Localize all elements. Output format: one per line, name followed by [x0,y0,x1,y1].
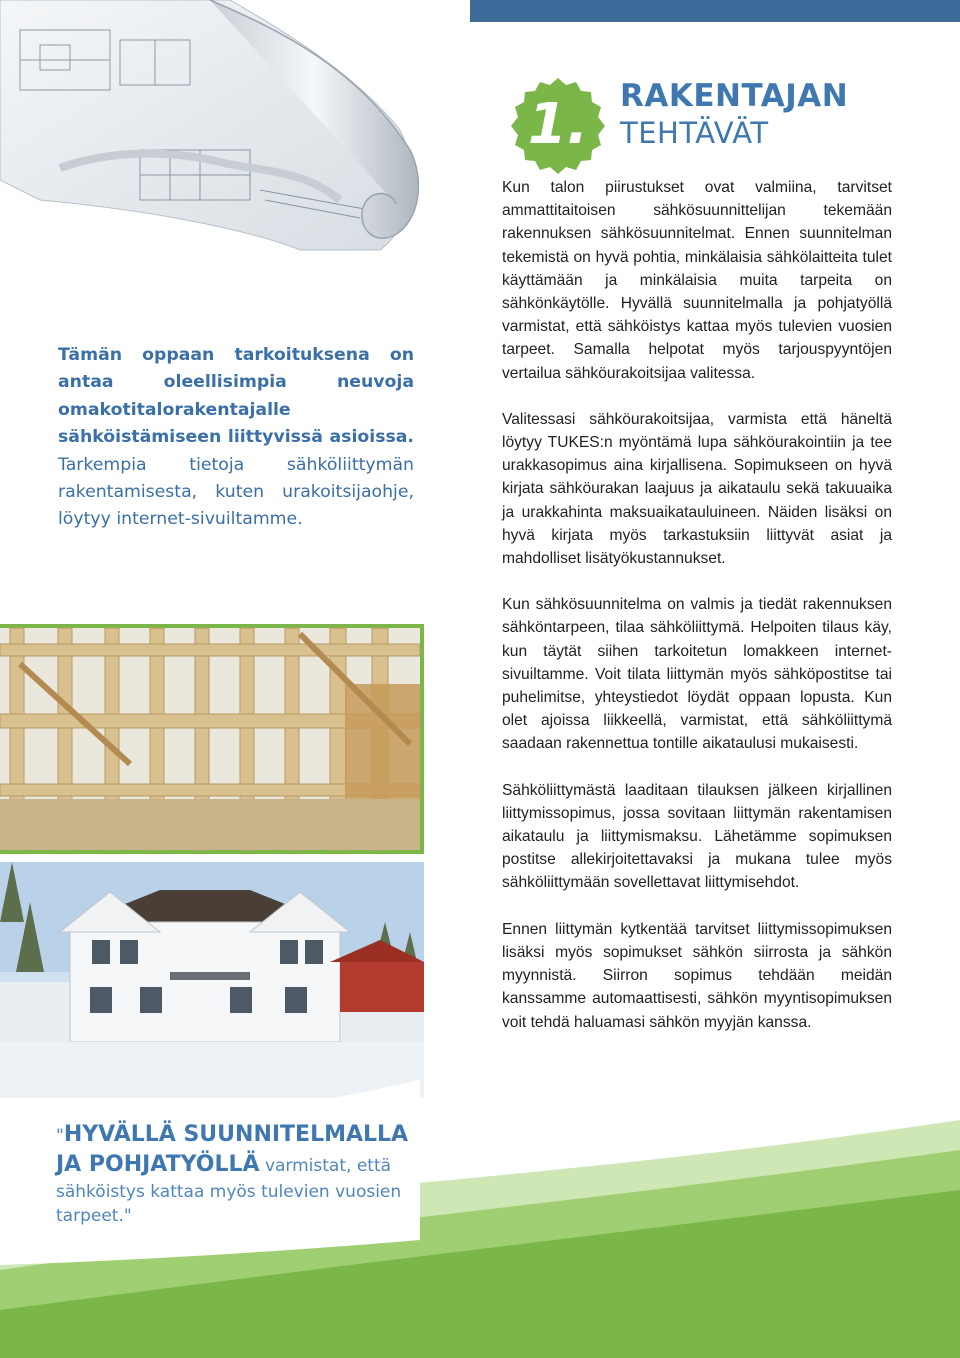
step-number-badge [508,76,608,176]
body-paragraph: Ennen liittymän kytkentää tarvitset liittymissopimuksen lisäksi myös sopimukset sähkön siirrosta ja sähkön myynnistä. Siirron sopimus tehdään meidän kanssamme automaattisesti, sähkön myyntisopimuksen voit tehdä haluamasi sähkön myyjän kanssa. [502,920,892,1031]
body-paragraph: Sähköliittymästä laaditaan tilauksen jälkeen kirjallinen liittymissopimus, jossa sovitaan liittymän rakentamisen aikataulu ja liittymismaksu. Lähetämme sopimuksen postitse allekirjoitettavaksi ja mukana tulee myös sähköliittymään sovellettavat liittymisehdot. [502,781,892,892]
body-text [502,176,892,1057]
intro-lead: Tämän oppaan tarkoituksena on antaa oleellisimpia neuvoja omakotitalorakentajalle sähköistämiseen liittyvissä asioissa. [58,345,414,448]
quote-strong: HYVÄLLÄ SUUNNITELMALLA JA POHJATYÖLLÄ [56,1122,409,1177]
body-paragraph: Kun sähkösuunnitelma on valmis ja tiedät rakennuksen sähköntarpeen, tilaa sähköliittymä. Helpoiten tilaus käy, kun täytät siihen tarkoitetun lomakkeen internet-sivuiltamme. Voit tilata liittymän myös sähköpostitse tai puhelimitse, yhteystiedot löydät oppaan lopusta. Kun olet ajoissa liikkeellä, varmistat, että sähköliittymä saadaan rakennettua tontille aikataulusi mukaisesti. [502,596,892,753]
badge-number: 1. [527,92,589,157]
pull-quote [56,1120,416,1228]
timber-frame-photo [0,624,424,854]
page-title: RAKENTAJAN [620,78,849,114]
house-photo [0,862,424,1098]
blueprint-illustration [0,0,480,260]
body-paragraph: Valitessasi sähköurakoitsijaa, varmista että häneltä löytyy TUKES:n myöntämä lupa sähköurakointiin ja tee urakkasopimus aina kirjallisena. Sopimukseen on hyvä kirjata sähköurakan laajuus ja aikataulu sekä takuuaika ja urakkahinta maksuaikatauluineen. Näiden lisäksi on hyvä kirjata myös tarkastuksiin liittyvät asiat ja mahdolliset lisätyökustannukset. [502,410,892,568]
intro-rest: Tarkempia tietoja sähköliittymän rakentamisesta, kuten urakoitsijaohje, löytyy internet-sivuiltamme. [58,454,414,530]
quote-soft: varmistat, että sähköistys kattaa myös tulevien vuosien tarpeet. [56,1156,402,1226]
body-paragraph: Kun talon piirustukset ovat valmiina, tarvitset ammattitaitoisen sähkösuunnittelijan tekemään rakennuksen sähkösuunnitelmat. Ennen suunnitelman tekemistä on hyvä pohtia, minkälaisia sähkölaitteita tulet käyttämään ja minkälaisia muita tarpeita on sähkönkäytölle. Hyvällä suunnitelmalla ja pohjatyöllä varmistat, että sähköistys kattaa myös tulevien vuosien tarpeet. Samalla helpotat myös tarjouspyyntöjen vertailua sähköurakoitsijaa valitessa. [502,179,892,382]
quote-close-mark: " [123,1206,132,1226]
intro-text [58,342,414,534]
page-subtitle: TEHTÄVÄT [620,116,769,150]
top-accent-bar [470,0,960,22]
quote-open-mark: " [56,1126,64,1146]
